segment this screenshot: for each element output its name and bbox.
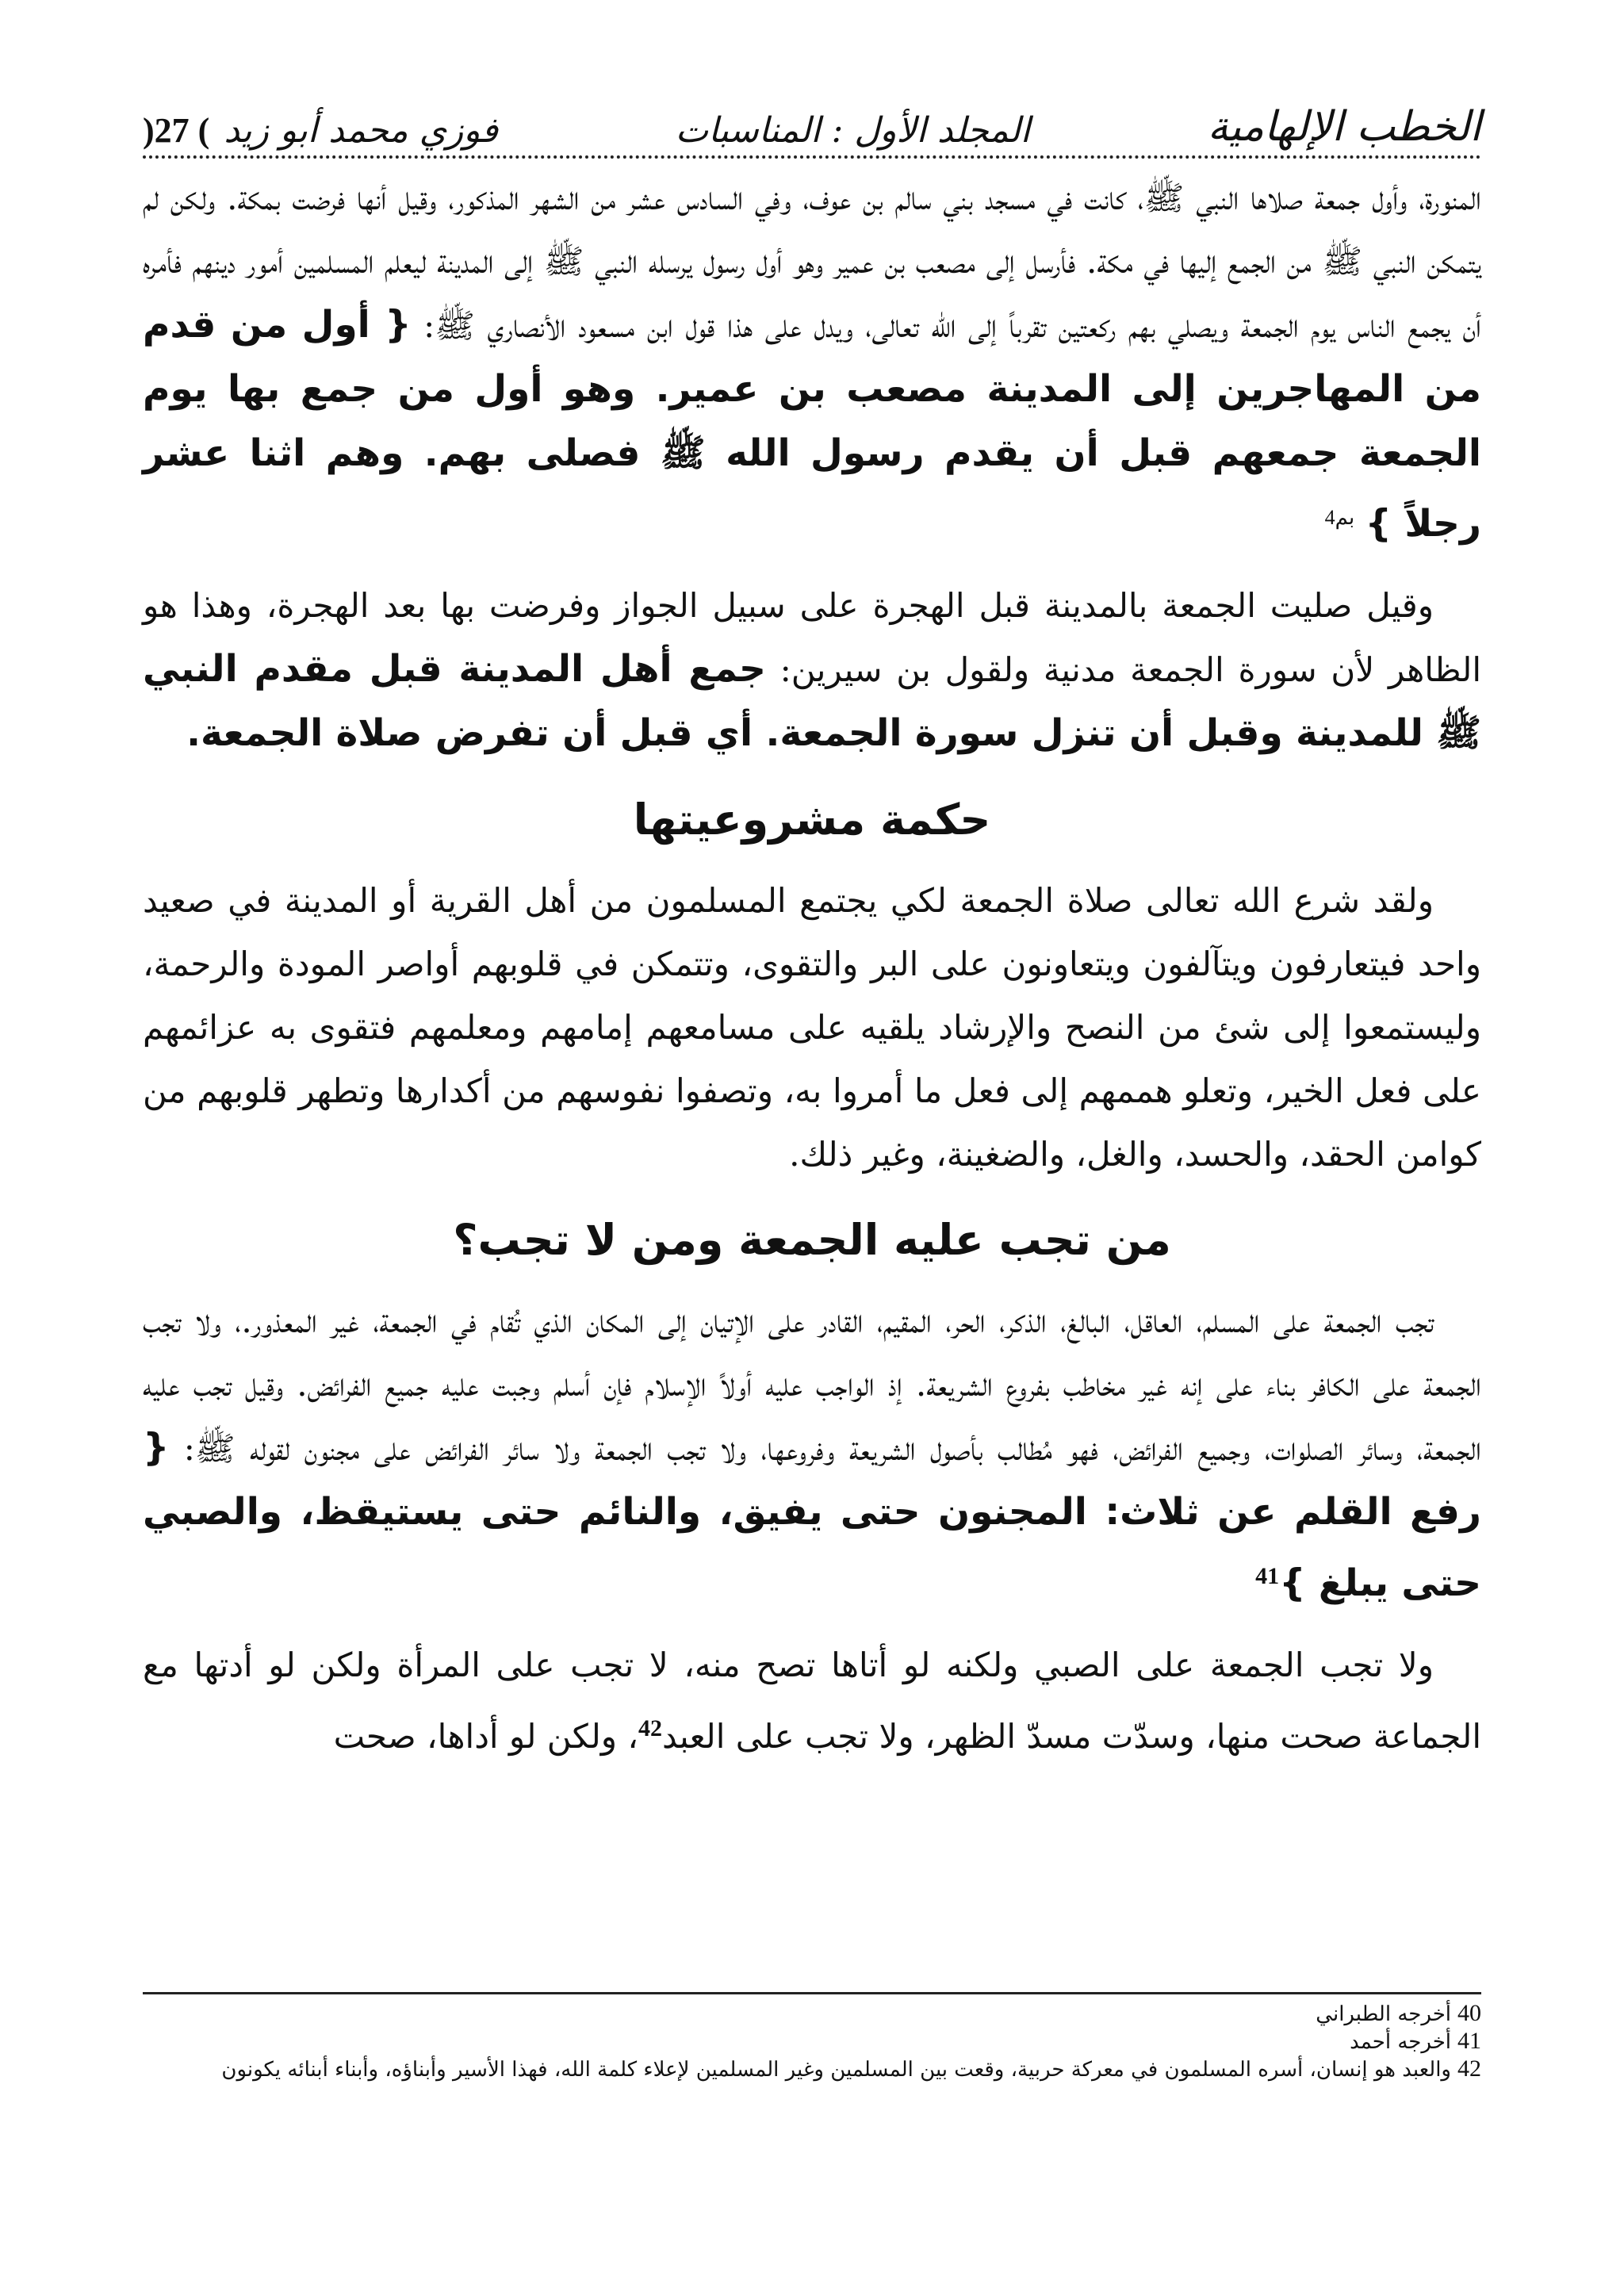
paragraph-2-text: وقيل صليت الجمعة بالمدينة قبل الهجرة على سبيل الجواز وفرضت بها بعد الهجرة، وهذا هو الظاهر لأن سورة الجمعة مدنية ولقول بن سيرين: xyxy=(143,586,1481,689)
paragraph-wisdom: ولقد شرع الله تعالى صلاة الجمعة لكي يجتمع المسلمون من أهل القرية أو المدينة في صعيد واحد فيتعارفون ويتآلفون ويتعاونون على البر والتقوى، وتتمكن في قلوبهم أواصر المودة والرحمة، وليستمعوا إلى شئ من النصح والإرشاد يلقيه على مسامعهم إمامهم ومعلمهم فتقوى به عزائمهم على فعل الخير، وتعلو هممهم إلى فعل ما أمروا به، وتصفوا نفوسهم من أكدارها وتطهر قلوبهم من كوامن الحقد، والحسد، والغل، والضغينة، وغير ذلك. xyxy=(143,881,1481,1174)
footnote-number: 42 xyxy=(1457,2055,1481,2082)
paragraph-3-text-a: ولا تجب الجمعة على الصبي ولكنه لو أتاها تصح منه، لا تجب على المرأة ولكن لو أدتها مع الجماعة صحت منها، وسدّت مسدّ الظهر، ولا تجب على العبد xyxy=(143,1645,1481,1756)
footnote-41 xyxy=(143,2028,1481,2055)
paragraph-3-text-b: ، ولكن لو أداها، صحت xyxy=(333,1717,638,1756)
footnote-text: أخرجه الطبراني xyxy=(1316,2002,1451,2026)
paragraph-2 xyxy=(143,574,1481,766)
footnote-42 xyxy=(143,2055,1481,2083)
footnote-ref-41: 41 xyxy=(1255,1563,1280,1589)
footnote-number: 41 xyxy=(1457,2028,1481,2054)
footnote-ref-1: 4بم xyxy=(1324,506,1355,529)
footnote-number: 40 xyxy=(1457,2000,1481,2026)
quote-ibn-sirin: جمع أهل المدينة قبل مقدم النبي ﷺ للمدينة وقبل أن تنزل سورة الجمعة. أي قبل أن تفرض صلاة الجمعة. xyxy=(143,647,1481,755)
footnote-ref-42: 42 xyxy=(638,1715,662,1741)
footnote-divider xyxy=(143,1992,1481,1994)
volume-title: المجلد الأول : المناسبات xyxy=(675,110,1030,151)
paragraph-3 xyxy=(143,1634,1481,1768)
book-title: الخطب الإلهامية xyxy=(1207,103,1481,151)
hadith-quote-1: { أول من قدم من المهاجرين إلى المدينة مصعب بن عمير. وهو أول من جمع بها يوم الجمعة جمعهم قبل أن يقدم رسول الله ﷺ فصلى بهم. وهم اثنا عشر رجلاً } xyxy=(143,303,1481,546)
paragraph-obligation-text: تجب الجمعة على المسلم، العاقل، البالغ، الذكر، الحر، المقيم، القادر على الإتيان إلى المكان الذي تُقام في الجمعة، غير المعذور.، ولا تجب الجمعة على الكافر بناء على إنه غير مخاطب بفروع الشريعة. إذ الواجب عليه أولاً الإسلام فإن أسلم وجبت عليه جميع الفرائض. وقيل تجب عليه الجمعة، وسائر الصلوات، وجميع الفرائض، فهو مُطالب بأصول الشريعة وفروعها، ولا تجب الجمعة ولا سائر الفرائض على مجنون لقوله ﷺ: xyxy=(143,1301,1481,1468)
hadith-quote-2: { رفع القلم عن ثلاث: المجنون حتى يفيق، والنائم حتى يستيقظ، والصبي حتى يبلغ } xyxy=(143,1426,1481,1605)
footnote-40 xyxy=(143,2000,1481,2028)
footnote-text: والعبد هو إنسان، أسره المسلمون في معركة حربية، وقعت بين المسلمين وغير المسلمين لإعلاء كلمة الله، فهذا الأسير وأبناؤه، وأبناء أبنائه يكونون xyxy=(221,2058,1451,2082)
author-and-page xyxy=(143,110,498,151)
paragraph-1-text: المنورة، وأول جمعة صلاها النبي ﷺ، كانت في مسجد بني سالم بن عوف، وفي السادس عشر من الشهر المذكور، وقيل أنها فرضت بمكة. ولكن لم يتمكن النبي ﷺ من الجمع إليها في مكة. فأرسل إلى مصعب بن عمير وهو أول رسول يرسله النبي ﷺ إلى المدينة ليعلم المسلمين أمور دينهم فأمره أن يجمع الناس يوم الجمعة ويصلي بهم ركعتين تقرباً إلى الله تعالى، ويدل على هذا قول ابن مسعود الأنصاري ﷺ: xyxy=(143,178,1482,345)
section-title-obligation: من تجب عليه الجمعة ومن لا تجب؟ xyxy=(453,1215,1171,1265)
footnote-text: أخرجه أحمد xyxy=(1350,2030,1451,2054)
running-header xyxy=(143,79,1481,159)
main-text xyxy=(143,167,1481,1768)
page-number: )27 ( xyxy=(143,111,210,150)
footnotes xyxy=(143,2000,1481,2083)
section-title-wisdom: حكمة مشروعيتها xyxy=(633,795,991,845)
paragraph-obligation xyxy=(143,1289,1481,1616)
paragraph-1 xyxy=(143,167,1481,557)
author-name: فوزي محمد أبو زيد xyxy=(224,110,499,151)
